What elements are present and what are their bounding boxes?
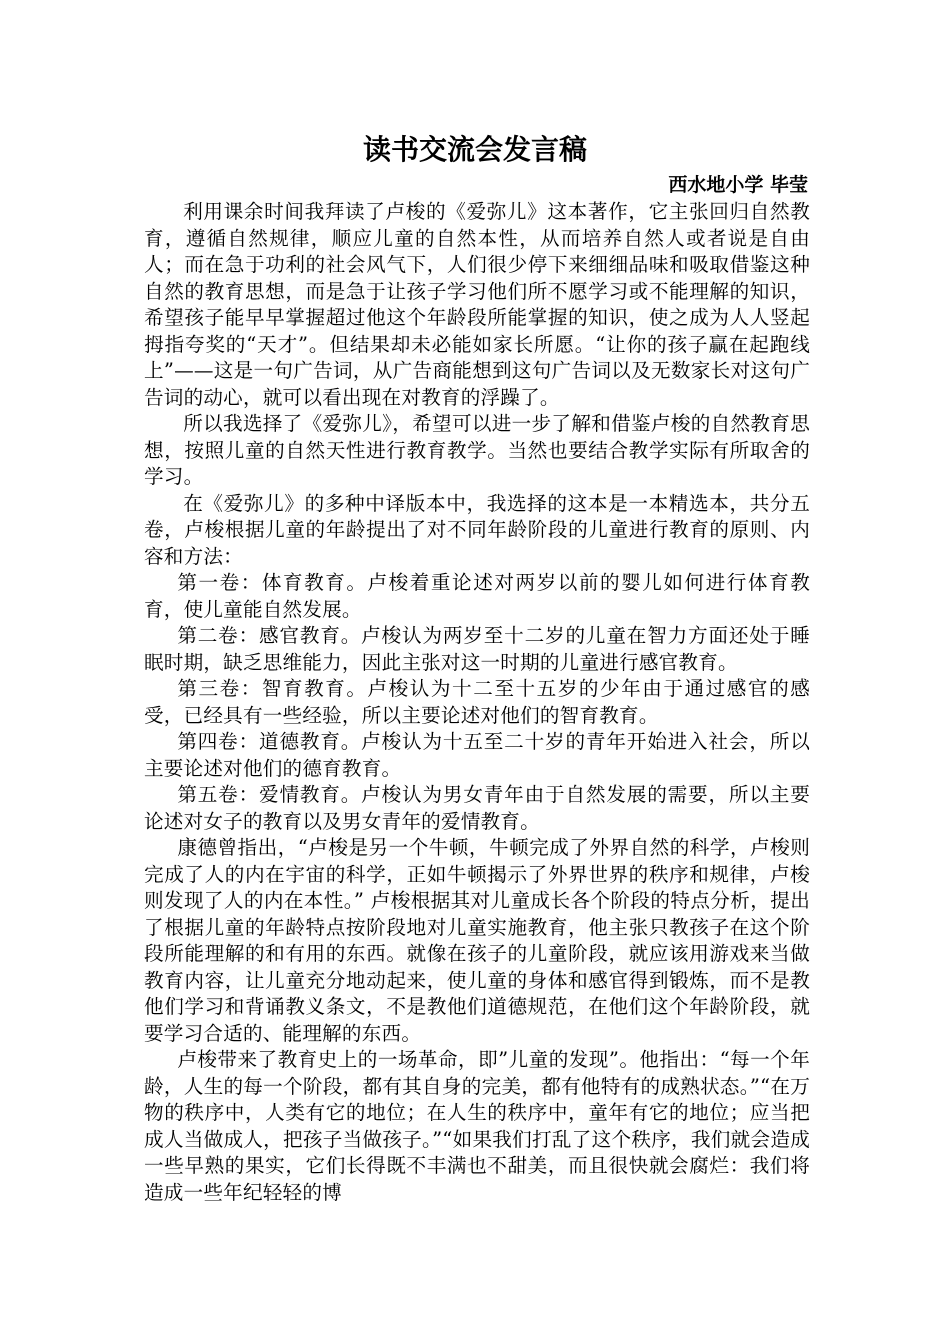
paragraph-volume-2: 第二卷：感官教育。卢梭认为两岁至十二岁的儿童在智力方面还处于睡眠时期，缺乏思维能力，因此主张对这一时期的儿童进行感官教育。 <box>144 624 810 674</box>
paragraph-choice: 所以我选择了《爱弥儿》，希望可以进一步了解和借鉴卢梭的自然教育思想，按照儿童的自然天性进行教育教学。当然也要结合教学实际有所取舍的学习。 <box>144 412 810 488</box>
document-body <box>144 199 810 1206</box>
paragraph-revolution: 卢梭带来了教育史上的一场革命，即”儿童的发现”。他指出：“每一个年龄，人生的每一个阶段，都有其自身的完美，都有他特有的成熟状态。”“在万物的秩序中，人类有它的地位；在人生的秩序中，童年有它的地位；应当把成人当做成人，把孩子当做孩子。”“如果我们打乱了这个秩序，我们就会造成一些早熟的果实，它们长得既不丰满也不甜美，而且很快就会腐烂：我们将造成一些年纪轻轻的博 <box>144 1048 810 1204</box>
paragraph-volume-5: 第五卷：爱情教育。卢梭认为男女青年由于自然发展的需要，所以主要论述对女子的教育以及男女青年的爱情教育。 <box>144 783 810 833</box>
paragraph-intro: 利用课余时间我拜读了卢梭的《爱弥儿》这本著作，它主张回归自然教育，遵循自然规律，顺应儿童的自然本性，从而培养自然人或者说是自由人；而在急于功利的社会风气下，人们很少停下来细细品味和吸取借鉴这种自然的教育思想，而是急于让孩子学习他们所不愿学习或不能理解的知识，希望孩子能早早掌握超过他这个年龄段所能掌握的知识，使之成为人人竖起拇指夸奖的“天才”。但结果却未必能如家长所愿。“让你的孩子赢在起跑线上”——这是一句广告词，从广告商能想到这句广告词以及无数家长对这句广告词的动心，就可以看出现在对教育的浮躁了。 <box>144 200 810 409</box>
paragraph-volume-4: 第四卷：道德教育。卢梭认为十五至二十岁的青年开始进入社会，所以主要论述对他们的德育教育。 <box>144 730 810 780</box>
paragraph-volume-1: 第一卷：体育教育。卢梭着重论述对两岁以前的婴儿如何进行体育教育，使儿童能自然发展。 <box>144 571 810 621</box>
document-title: 读书交流会发言稿 <box>362 133 587 166</box>
author-byline: 西水地小学 毕莹 <box>668 174 808 196</box>
paragraph-kant-quote: 康德曾指出，“卢梭是另一个牛顿，牛顿完成了外界自然的科学，卢梭则完成了人的内在宇宙的科学，正如牛顿揭示了外界世界的秩序和规律，卢梭则发现了人的内在本性。” 卢梭根据其对儿童成长各个阶段的特点分析，提出了根据儿童的年龄特点按阶段地对儿童实施教育，他主张只教孩子在这个阶段所能理解的和有用的东西。就像在孩子的儿童阶段，就应该用游戏来当做教育内容，让儿童充分地动起来，使儿童的身体和感官得到锻炼，而不是教他们学习和背诵教义条文，不是教他们道德规范，在他们这个年龄阶段，就要学习合适的、能理解的东西。 <box>144 836 810 1045</box>
paragraph-volume-3: 第三卷：智育教育。卢梭认为十二至十五岁的少年由于通过感官的感受，已经具有一些经验，所以主要论述对他们的智育教育。 <box>144 677 810 727</box>
paragraph-edition: 在《爱弥儿》的多种中译版本中，我选择的这本是一本精选本，共分五卷，卢梭根据儿童的年龄提出了对不同年龄阶段的儿童进行教育的原则、内容和方法： <box>144 491 810 568</box>
